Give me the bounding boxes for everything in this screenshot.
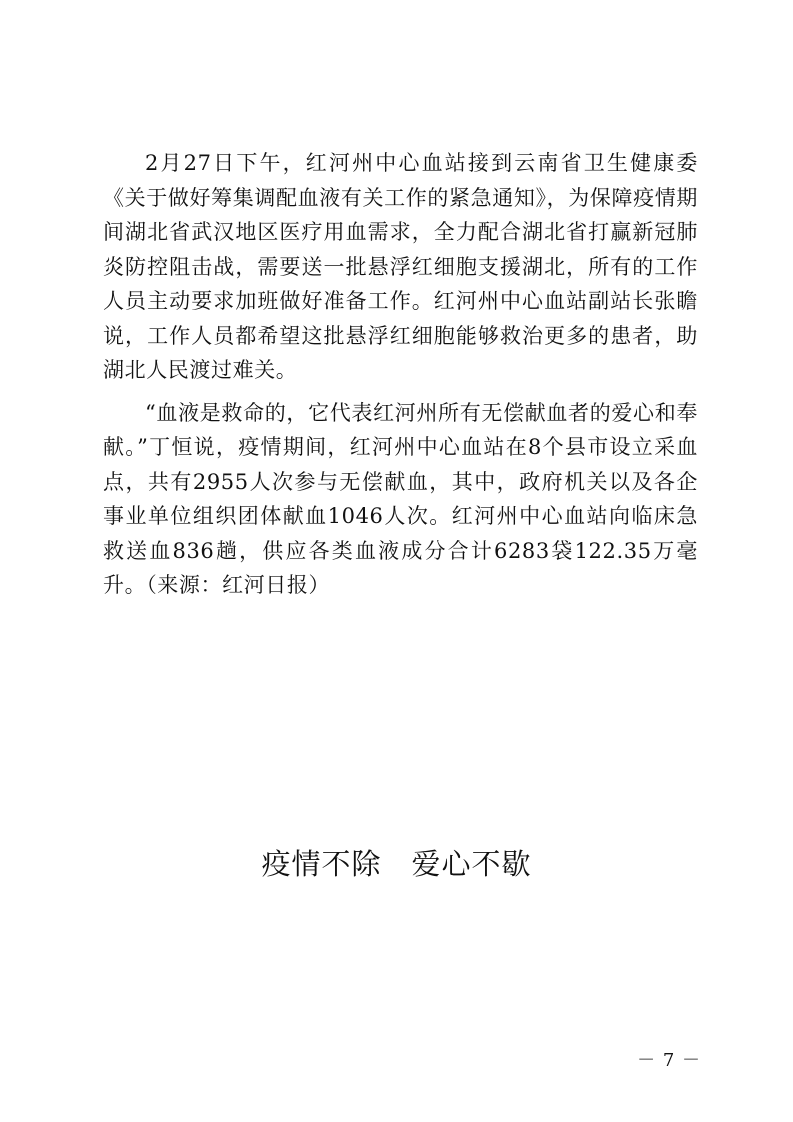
page-number: － 7 － xyxy=(637,1050,701,1071)
article-body xyxy=(103,146,698,603)
paragraph-donation-stats: “血液是救命的，它代表红河州所有无偿献血者的爱心和奉献。”丁恒说，疫情期间，红河州中心血站在8个县市设立采血点，共有2955人次参与无偿献血，其中，政府机关以及各企事业单位组织团体献血1046人次。红河州中心血站向临床急救送血836趟，供应各类血液成分合计6283袋122.35万毫升。（来源：红河日报） xyxy=(103,400,698,597)
section-title: 疫情不除 爱心不歇 xyxy=(261,847,532,881)
paragraph-blood-shipment: 2月27日下午，红河州中心血站接到云南省卫生健康委《关于做好筹集调配血液有关工作的紧急通知》，为保障疫情期间湖北省武汉地区医疗用血需求，全力配合湖北省打赢新冠肺炎防控阻击战，需要送一批悬浮红细胞支援湖北，所有的工作人员主动要求加班做好准备工作。红河州中心血站副站长张瞻说，工作人员都希望这批悬浮红细胞能够救治更多的患者，助湖北人民渡过难关。 xyxy=(103,151,698,382)
